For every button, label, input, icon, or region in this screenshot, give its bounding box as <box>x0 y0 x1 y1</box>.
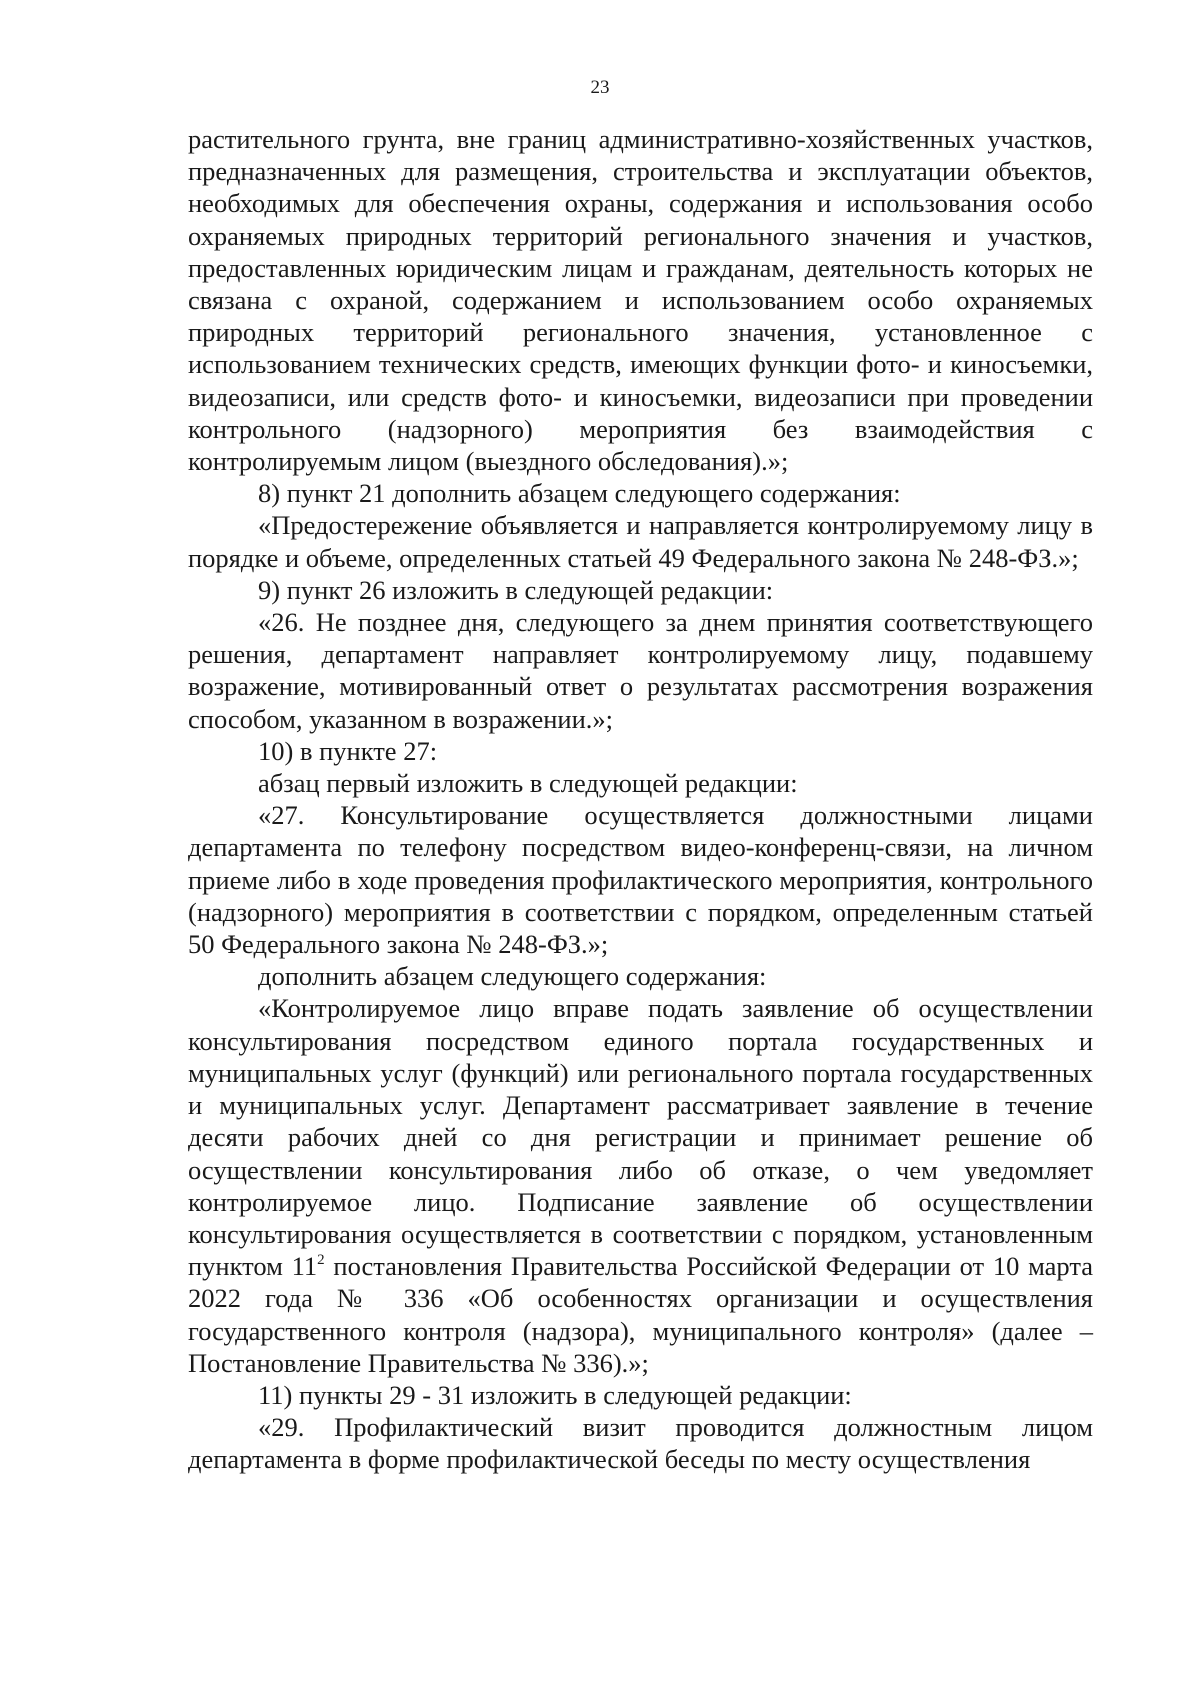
document-body <box>188 123 1093 1476</box>
paragraph: 11) пункты 29 - 31 изложить в следующей редакции: <box>258 1379 852 1410</box>
paragraph: 9) пункт 26 изложить в следующей редакции: <box>258 574 774 605</box>
paragraph-text-before-superscript: «Контролируемое лицо вправе подать заявление об осуществлении консультирования посредством единого портала государственных и муниципальных услуг (функций) или регионального портала государственных и муниципальных услуг. Департамент рассматривает заявление в течение десяти рабочих дней со дня регистрации и принимает решение об осуществлении консультирования либо об отказе, о чем уведомляет контролируемое лицо. Подписание заявление об осуществлении консультирования осуществляется в соответствии с порядком, установленным пунктом 11 <box>188 993 1093 1282</box>
paragraph: 8) пункт 21 дополнить абзацем следующего содержания: <box>258 478 901 509</box>
paragraph: «Предостережение объявляется и направляется контролируемому лицу в порядке и объеме, определенных статьей 49 Федерального закона № 248-ФЗ.»; <box>188 510 1093 573</box>
superscript: 2 <box>317 1252 325 1269</box>
paragraph: «26. Не позднее дня, следующего за днем принятия соответствующего решения, департамент направляет контролируемому лицу, подавшему возражение, мотивированный ответ о результатах рассмотрения возражения способом, указанном в возражении.»; <box>188 607 1093 734</box>
paragraph: «27. Консультирование осуществляется должностными лицами департамента по телефону посредством видео-конференц-связи, на личном приеме либо в ходе проведения профилактического мероприятия, контрольного (надзорного) мероприятия в соответствии с порядком, определенным статьей 50 Федерального закона № 248-ФЗ.»; <box>188 800 1093 960</box>
paragraph <box>188 992 1093 1378</box>
paragraph-text-after-superscript: постановления Правительства Российской Федерации от 10 марта 2022 года № 336 «Об особенностях организации и осуществления государственного контроля (надзора), муниципального контроля» (далее – Постановление Правительства № 336).»; <box>188 1251 1093 1378</box>
paragraph: «29. Профилактический визит проводится должностным лицом департамента в форме профилактической беседы по месту осуществления <box>188 1412 1093 1475</box>
paragraph: 10) в пункте 27: <box>258 735 438 766</box>
paragraph: абзац первый изложить в следующей редакции: <box>258 768 798 799</box>
paragraph: дополнить абзацем следующего содержания: <box>258 961 767 992</box>
paragraph: растительного грунта, вне границ административно-хозяйственных участков, предназначенных для размещения, строительства и эксплуатации объектов, необходимых для обеспечения охраны, содержания и использования особо охраняемых природных территорий регионального значения и участков, предоставленных юридическим лицам и гражданам, деятельность которых не связана с охраной, содержанием и использованием особо охраняемых природных территорий регионального значения, установленное с использованием технических средств, имеющих функции фото- и киносъемки, видеозаписи, или средств фото- и киносъемки, видеозаписи при проведении контрольного (надзорного) мероприятия без взаимодействия с контролируемым лицом (выездного обследования).»; <box>188 124 1093 477</box>
page-number: 23 <box>590 77 610 98</box>
